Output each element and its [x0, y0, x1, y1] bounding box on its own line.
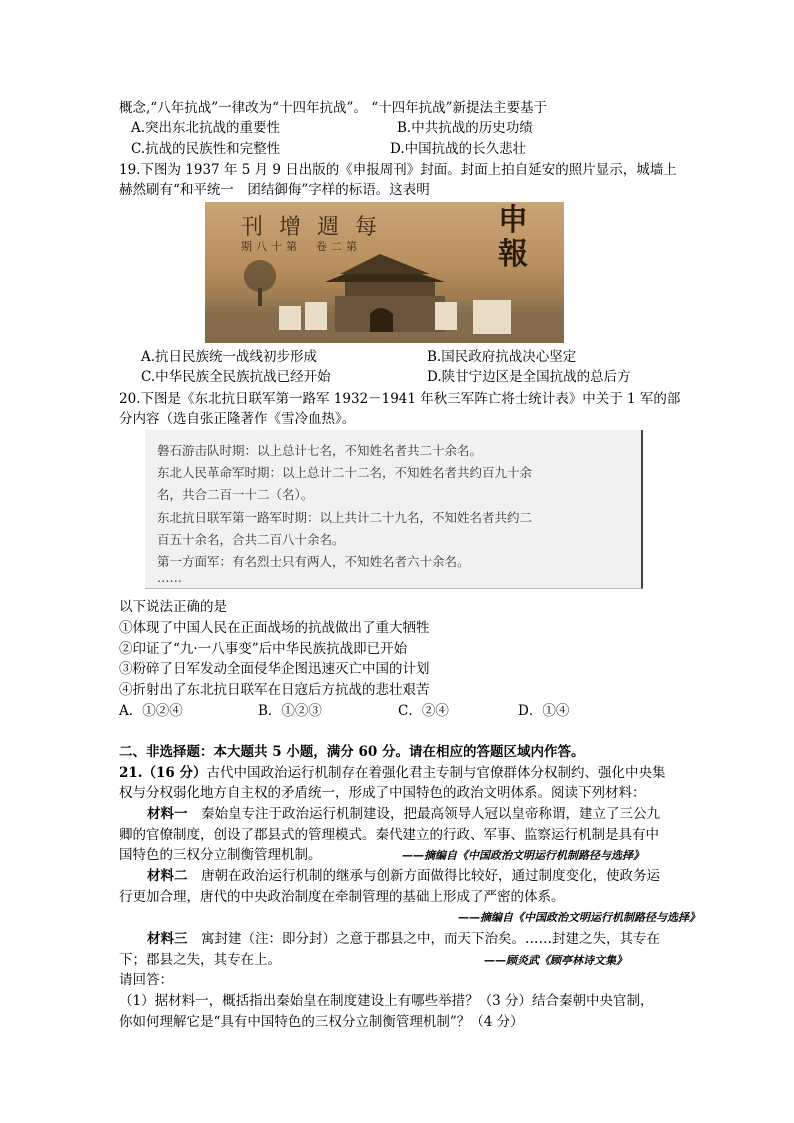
material-2-line2: 行更加合理，唐代的中央政治制度在牵制管理的基础上形成了严密的体系。 — [119, 889, 565, 905]
answer-prompt: 请回答： — [119, 972, 173, 988]
q21-intro-line1 — [119, 763, 665, 783]
q20-statement-1: ①体现了中国人民在正面战场的抗战做出了重大牺牲 — [119, 620, 430, 636]
section-heading: 二、非选择题：本大题共 5 小题，满分 60 分。请在相应的答题区域内作答。 — [119, 744, 585, 760]
q19-option-d: D.陕甘宁边区是全国抗战的总后方 — [427, 369, 631, 385]
excerpt-line: …… — [157, 570, 182, 585]
q20-option-a: A．①②④ — [119, 703, 183, 719]
material-2-line1 — [147, 866, 660, 886]
q20-prompt: 以下说法正确的是 — [119, 599, 227, 615]
material-1-line2: 卿的官僚制度，创设了郡县式的管理模式。秦代建立的行政、军事、监察运行机制是具有中 — [119, 827, 659, 843]
material-1-text-end: 国特色的三权分立制衡管理机制。 — [119, 847, 322, 863]
q19-option-a: A.抗日民族统一战线初步形成 — [141, 349, 318, 365]
excerpt-line: 东北人民革命军时期：以上总计二十二名，不知姓名者共约百九十余 — [157, 465, 533, 480]
material-1-line3 — [119, 845, 322, 865]
q19-stem-line1: 19.下图为 1937 年 5 月 9 日出版的《申报周刊》封面。封面上拍自延安的照片显示，城墙上 — [119, 162, 677, 178]
casualty-table-excerpt — [145, 430, 643, 589]
cover-issue-number: 期八十第 卷二第 — [241, 240, 361, 253]
q21-intro-text: 古代中国政治运行机制存在着强化君主专制与官僚群体分权制约、强化中央集 — [206, 765, 666, 781]
q18-option-a: A.突出东北抗战的重要性 — [131, 120, 281, 136]
excerpt-line: 第一方面军：有名烈士只有两人，不知姓名者六十余名。 — [157, 554, 470, 569]
q19-stem-line2: 赫然刷有“和平统一 团结御侮”字样的标语。这表明 — [119, 182, 430, 198]
q19-option-b: B.国民政府抗战决心坚定 — [427, 349, 577, 365]
excerpt-line: 百五十余名，合共二百八十余名。 — [157, 532, 345, 547]
q21-sub1-line1: （1）据材料一，概括指出秦始皇在制度建设上有哪些举措？（3 分）结合秦朝中央官制， — [119, 993, 654, 1009]
q18-stem: 概念,“八年抗战”一律改为“十四年抗战”。 “十四年抗战”新提法主要基于 — [119, 100, 547, 116]
q20-stem-line2: 分内容（选自张正隆著作《雪冷血热》。 — [119, 411, 356, 427]
material-3-label: 材料三 — [147, 931, 188, 947]
material-3-source: ——顾炎武《顾亭林诗文集》 — [484, 954, 627, 967]
q20-stem-line1: 20.下图是《东北抗日联军第一路军 1932－1941 年秋三军阵亡将士统计表》中关于 1 军的部 — [119, 391, 681, 407]
q20-option-c: C．②④ — [398, 703, 449, 719]
q19-option-c: C.中华民族全民族抗战已经开始 — [141, 369, 331, 385]
material-2-label: 材料二 — [147, 868, 188, 884]
excerpt-line: 东北抗日联军第一路军时期：以上共计二十九名，不知姓名者共约二 — [157, 510, 533, 525]
material-1-source: ——摘编自《中国政治文明运行机制路径与选择》 — [402, 849, 644, 862]
q18-option-d: D.中国抗战的长久悲壮 — [390, 141, 527, 157]
material-1-label: 材料一 — [147, 806, 188, 822]
q18-option-b: B.中共抗战的历史功绩 — [397, 120, 533, 136]
cover-weekly-title: 刊增週每 — [241, 215, 394, 240]
q21-number: 21.（16 分） — [119, 765, 207, 781]
cover-masthead: 申報 — [498, 203, 530, 272]
q20-statement-2: ②印证了“九·一八事变”后中华民族抗战即已开始 — [119, 641, 408, 657]
material-3-line2: 下；郡县之失，其专在上。 — [119, 952, 281, 968]
material-2-source: ——摘编自《中国政治文明运行机制路径与选择》 — [458, 911, 700, 924]
q20-statement-4: ④折射出了东北抗日联军在日寇后方抗战的悲壮艰苦 — [119, 682, 430, 698]
q21-intro-line2: 权与分权弱化地方自主权的矛盾统一，形成了中国特色的政治文明体系。阅读下列材料： — [119, 785, 646, 801]
shenbao-cover-image — [205, 202, 564, 343]
excerpt-line: 磐石游击队时期：以上总计七名，不知姓名者共二十余名。 — [157, 443, 483, 458]
excerpt-line: 名，共合二百一十二（名）。 — [157, 487, 314, 502]
material-3-text: 寓封建（注：即分封）之意于郡县之中，而天下治矣。……封建之失，其专在 — [201, 931, 660, 947]
material-3-line1 — [147, 929, 660, 949]
material-2-text: 唐朝在政治运行机制的继承与创新方面做得比较好，通过制度变化，使政务运 — [201, 868, 660, 884]
q18-option-c: C.抗战的民族性和完整性 — [131, 141, 281, 157]
material-1-text: 秦始皇专注于政治运行机制建设，把最高领导人冠以皇帝称谓，建立了三公九 — [201, 806, 660, 822]
q20-statement-3: ③粉碎了日军发动全面侵华企图迅速灭亡中国的计划 — [119, 661, 430, 677]
q20-option-b: B．①②③ — [258, 703, 322, 719]
q20-option-d: D．①④ — [518, 703, 570, 719]
q21-sub1-line2: 你如何理解它是“具有中国特色的三权分立制衡管理机制”？（4 分） — [119, 1014, 524, 1030]
material-1-line1 — [147, 804, 660, 824]
